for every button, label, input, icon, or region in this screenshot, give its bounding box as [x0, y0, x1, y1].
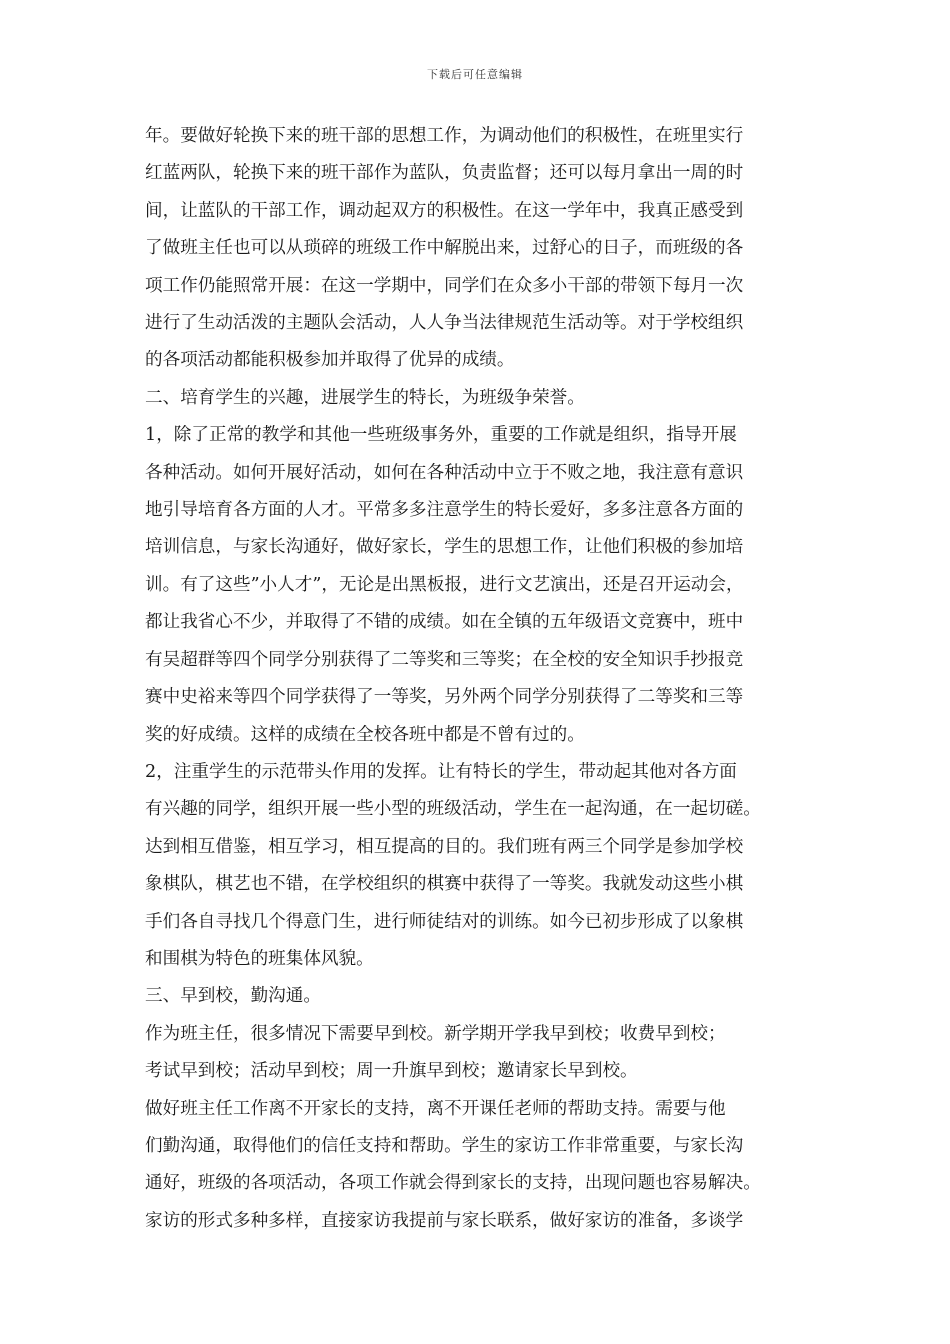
text-line: 有兴趣的同学，组织开展一些小型的班级活动，学生在一起沟通，在一起切磋。	[145, 799, 761, 820]
text-line: 作为班主任，很多情况下需要早到校。新学期开学我早到校；收费早到校；	[145, 1023, 726, 1044]
text-line: 三、早到校，勤沟通。	[145, 986, 321, 1007]
text-line: 地引导培育各方面的人才。平常多多注意学生的特长爱好，多多注意各方面的	[145, 500, 744, 521]
text-line: 二、培育学生的兴趣，进展学生的特长，为班级争荣誉。	[145, 387, 585, 408]
text-line: 奖的好成绩。这样的成绩在全校各班中都是不曾有过的。	[145, 724, 585, 745]
text-line: 手们各自寻找几个得意门生，进行师徒结对的训练。如今已初步形成了以象棋	[145, 911, 744, 932]
text-line: 各种活动。如何开展好活动，如何在各种活动中立于不败之地，我注意有意识	[145, 462, 744, 483]
text-line: 通好，班级的各项活动，各项工作就会得到家长的支持，出现问题也容易解决。	[145, 1173, 761, 1194]
paragraph	[145, 754, 810, 978]
text-line: 训。有了这些”小人才”，无论是出黑板报，进行文艺演出，还是召开运动会，	[145, 574, 744, 595]
text-line: 达到相互借鉴，相互学习，相互提高的目的。我们班有两三个同学是参加学校	[145, 836, 744, 857]
paragraph	[145, 417, 810, 754]
paragraph	[145, 1016, 810, 1091]
text-line: 了做班主任也可以从琐碎的班级工作中解脱出来，过舒心的日子，而班级的各	[145, 238, 744, 259]
paragraph	[145, 380, 810, 417]
text-line: 的各项活动都能积极参加并取得了优异的成绩。	[145, 350, 515, 371]
text-line: 家访的形式多种多样，直接家访我提前与家长联系，做好家访的准备，多谈学	[145, 1210, 744, 1231]
text-line: 1，除了正常的教学和其他一些班级事务外，重要的工作就是组织，指导开展	[145, 425, 737, 446]
text-line: 和围棋为特色的班集体风貌。	[145, 948, 374, 969]
text-line: 红蓝两队，轮换下来的班干部作为蓝队，负责监督；还可以每月拿出一周的时	[145, 163, 744, 184]
paragraph	[145, 978, 810, 1015]
text-line: 年。要做好轮换下来的班干部的思想工作，为调动他们的积极性，在班里实行	[145, 126, 744, 146]
text-line: 象棋队，棋艺也不错，在学校组织的棋赛中获得了一等奖。我就发动这些小棋	[145, 874, 744, 895]
text-line: 间，让蓝队的干部工作，调动起双方的积极性。在这一学年中，我真正感受到	[145, 200, 744, 221]
text-line: 培训信息，与家长沟通好，做好家长，学生的思想工作，让他们积极的参加培	[145, 537, 744, 558]
text-line: 有吴超群等四个同学分别获得了二等奖和三等奖；在全校的安全知识手抄报竞	[145, 649, 744, 670]
text-line: 项工作仍能照常开展：在这一学期中，同学们在众多小干部的带领下每月一次	[145, 275, 744, 296]
paragraph	[145, 1091, 810, 1241]
document-body	[145, 118, 810, 1240]
text-line: 做好班主任工作离不开家长的支持，离不开课任老师的帮助支持。需要与他	[145, 1098, 726, 1119]
paragraph	[145, 118, 810, 380]
text-line: 2，注重学生的示范带头作用的发挥。让有特长的学生，带动起其他对各方面	[145, 761, 737, 782]
text-line: 考试早到校；活动早到校；周一升旗早到校；邀请家长早到校。	[145, 1061, 638, 1082]
text-line: 赛中史裕来等四个同学获得了一等奖，另外两个同学分别获得了二等奖和三等	[145, 687, 744, 708]
text-line: 进行了生动活泼的主题队会活动，人人争当法律规范生活动等。对于学校组织	[145, 313, 744, 334]
text-line: 们勤沟通，取得他们的信任支持和帮助。学生的家访工作非常重要，与家长沟	[145, 1135, 744, 1156]
page-header: 下载后可任意编辑	[427, 68, 523, 81]
text-line: 都让我省心不少，并取得了不错的成绩。如在全镇的五年级语文竞赛中，班中	[145, 612, 744, 633]
